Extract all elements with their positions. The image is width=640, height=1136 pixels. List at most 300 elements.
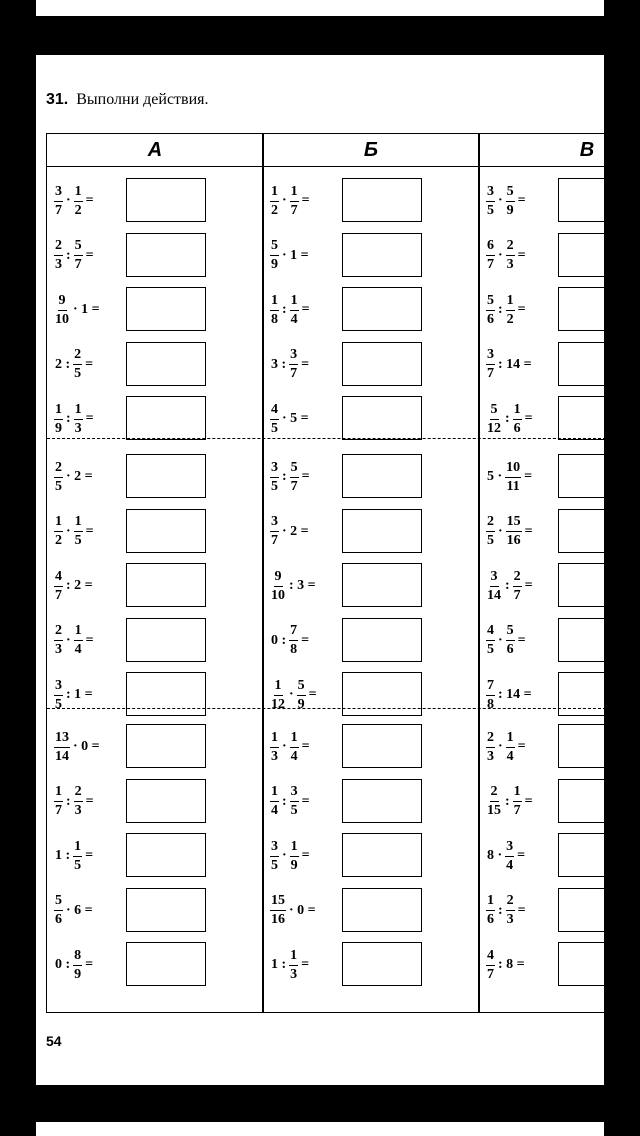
numerator: 9	[58, 294, 67, 311]
math-expression	[485, 338, 534, 392]
math-expression	[485, 884, 528, 938]
denominator: 5	[55, 696, 62, 712]
answer-box[interactable]	[126, 779, 206, 823]
math-expression	[485, 668, 534, 722]
math-expression	[485, 938, 527, 992]
math-expression	[53, 450, 95, 504]
operator-text: :	[282, 302, 287, 317]
numerator: 2	[486, 515, 495, 532]
operator-text: =	[524, 793, 533, 809]
math-expression	[269, 668, 319, 722]
operator-text: 8 ·	[487, 848, 503, 863]
denominator: 4	[290, 748, 298, 764]
numerator: 1	[290, 731, 299, 748]
operator-text: =	[85, 793, 94, 809]
answer-box[interactable]	[558, 342, 604, 386]
answer-box[interactable]	[126, 563, 206, 607]
operator-text: ·	[498, 247, 503, 263]
answer-box[interactable]	[342, 724, 422, 768]
operator-text: :	[505, 793, 510, 809]
answer-box[interactable]	[558, 724, 604, 768]
fraction	[54, 403, 63, 436]
denominator: 7	[513, 803, 521, 818]
denominator: 2	[271, 202, 278, 218]
math-expression	[269, 338, 311, 392]
worksheet-page	[36, 55, 604, 1085]
fraction	[270, 185, 279, 218]
operator-text: : 14 =	[498, 356, 532, 372]
numerator: 1	[270, 785, 279, 802]
exercise-item	[47, 338, 263, 392]
numerator: 2	[490, 785, 499, 802]
operator-text: ·	[282, 739, 287, 754]
numerator: 4	[270, 403, 279, 420]
answer-box[interactable]	[342, 618, 422, 662]
fraction	[486, 403, 502, 436]
exercise-item	[47, 229, 263, 283]
operator-text: :	[66, 793, 71, 809]
operator-text: ·	[498, 632, 503, 648]
numerator: 3	[486, 348, 495, 365]
answer-box[interactable]	[342, 509, 422, 553]
numerator: 5	[54, 894, 63, 911]
exercise-item	[479, 668, 604, 722]
answer-box[interactable]	[126, 618, 206, 662]
operator-text: =	[85, 848, 94, 863]
denominator: 7	[55, 587, 62, 603]
numerator: 13	[54, 731, 70, 748]
operator-text: · 5 =	[282, 411, 309, 426]
answer-box[interactable]	[342, 833, 422, 877]
exercise-item	[47, 668, 263, 722]
operator-text: =	[524, 469, 533, 484]
answer-box[interactable]	[126, 724, 206, 768]
denominator: 5	[74, 533, 82, 548]
denominator: 5	[74, 366, 82, 381]
operator-text: : 14 =	[498, 687, 532, 702]
math-expression	[53, 338, 95, 392]
answer-box[interactable]	[126, 888, 206, 932]
denominator: 3	[487, 748, 494, 764]
operator-text: =	[301, 848, 310, 863]
fraction	[74, 785, 83, 818]
numerator: 1	[270, 185, 279, 202]
operator-text: · 0 =	[289, 902, 316, 918]
operator-text: 3 :	[271, 356, 287, 372]
operator-text: : 8 =	[498, 957, 525, 972]
denominator: 5	[271, 420, 278, 436]
fraction	[270, 515, 279, 548]
fraction	[513, 570, 522, 603]
operator-text: =	[301, 632, 310, 648]
numerator: 2	[513, 570, 522, 587]
answer-box[interactable]	[342, 672, 422, 716]
exercise-item	[479, 338, 604, 392]
fraction	[486, 570, 502, 603]
numerator: 5	[506, 624, 515, 641]
math-expression	[269, 829, 312, 883]
operator-text: ·	[66, 523, 71, 539]
numerator: 3	[290, 785, 299, 802]
math-expression	[53, 884, 95, 938]
exercise-item	[263, 559, 479, 613]
answer-box[interactable]	[126, 233, 206, 277]
denominator: 6	[55, 912, 62, 927]
fraction	[54, 239, 63, 272]
numerator: 1	[270, 294, 279, 311]
denominator: 3	[271, 748, 278, 764]
operator-text: :	[505, 578, 510, 593]
exercise-item	[47, 505, 263, 559]
operator-text: ·	[289, 687, 294, 702]
denominator: 12	[487, 420, 501, 436]
fraction	[506, 294, 515, 327]
answer-box[interactable]	[126, 287, 206, 331]
fraction	[54, 679, 63, 712]
denominator: 4	[271, 803, 278, 818]
math-expression	[269, 505, 311, 559]
fraction	[505, 840, 514, 873]
answer-box[interactable]	[126, 833, 206, 877]
numerator: 1	[74, 515, 83, 532]
denominator: 10	[271, 587, 285, 603]
exercise-item	[47, 174, 263, 228]
operator-text: =	[517, 848, 526, 863]
numerator: 1	[54, 785, 63, 802]
math-expression	[269, 720, 312, 774]
math-expression	[269, 450, 312, 504]
exercise-item	[479, 450, 604, 504]
operator-text: =	[301, 793, 310, 809]
operator-text: · 1 =	[73, 302, 100, 317]
fraction	[54, 294, 70, 327]
fraction	[506, 185, 515, 218]
numerator: 5	[74, 239, 83, 256]
operator-text: =	[301, 302, 310, 317]
exercise-item	[47, 450, 263, 504]
operator-text: ·	[498, 193, 503, 208]
numerator: 1	[74, 185, 83, 202]
answer-box[interactable]	[342, 396, 422, 440]
operator-text: · 6 =	[66, 902, 93, 918]
column-header: Б	[263, 134, 479, 167]
exercise-item	[47, 283, 263, 337]
fraction	[486, 731, 495, 764]
answer-box[interactable]	[558, 672, 604, 716]
operator-text: =	[85, 632, 94, 648]
denominator: 3	[290, 966, 298, 982]
fraction	[290, 185, 299, 218]
answer-box[interactable]	[126, 942, 206, 986]
numerator: 1	[290, 840, 299, 857]
operator-text: =	[517, 247, 526, 263]
numerator: 1	[54, 403, 63, 420]
math-expression	[269, 283, 312, 337]
math-expression	[269, 174, 312, 228]
fraction	[506, 894, 515, 927]
exercise-item	[263, 614, 479, 668]
exercise-heading	[46, 91, 209, 109]
fraction	[54, 894, 63, 927]
fraction	[54, 624, 63, 657]
fraction	[270, 461, 279, 494]
fraction	[54, 731, 70, 764]
fraction	[73, 840, 82, 873]
operator-text: :	[498, 902, 503, 918]
operator-text: 1 :	[55, 848, 71, 863]
operator-text: =	[85, 356, 94, 372]
math-expression	[269, 775, 312, 829]
fraction	[289, 624, 298, 657]
operator-text: 5 ·	[487, 469, 503, 484]
numerator: 1	[289, 949, 298, 966]
answer-box[interactable]	[558, 833, 604, 877]
numerator: 2	[506, 894, 515, 911]
exercise-item	[479, 505, 604, 559]
operator-text: =	[524, 523, 533, 539]
math-expression	[485, 229, 528, 283]
denominator: 4	[506, 748, 514, 764]
operator-text: =	[85, 411, 94, 426]
operator-text: =	[301, 957, 310, 972]
answer-box[interactable]	[558, 233, 604, 277]
fraction	[74, 239, 83, 272]
exercise-item	[47, 829, 263, 883]
operator-text: 0 :	[271, 632, 287, 648]
numerator: 2	[54, 624, 63, 641]
exercise-item	[479, 559, 604, 613]
numerator: 3	[505, 840, 514, 857]
exercise-item	[263, 229, 479, 283]
answer-box[interactable]	[558, 618, 604, 662]
answer-box[interactable]	[126, 178, 206, 222]
operator-text: :	[498, 302, 503, 317]
fraction	[54, 570, 63, 603]
denominator: 4	[290, 311, 298, 327]
denominator: 11	[506, 478, 520, 494]
numerator: 4	[54, 570, 63, 587]
exercise-item	[263, 720, 479, 774]
denominator: 7	[290, 478, 298, 494]
exercise-item	[263, 938, 479, 992]
operator-text: · 0 =	[73, 739, 100, 754]
numerator: 2	[486, 731, 495, 748]
exercise-item	[47, 775, 263, 829]
answer-box[interactable]	[342, 287, 422, 331]
numerator: 3	[270, 515, 279, 532]
fraction	[74, 185, 83, 218]
denominator: 8	[271, 311, 278, 327]
answer-box[interactable]	[342, 178, 422, 222]
answer-box[interactable]	[558, 509, 604, 553]
numerator: 5	[486, 294, 495, 311]
numerator: 6	[486, 239, 495, 256]
fraction	[486, 624, 495, 657]
answer-box[interactable]	[558, 178, 604, 222]
denominator: 7	[290, 366, 298, 381]
operator-text: :	[505, 411, 510, 426]
numerator: 5	[297, 679, 306, 696]
numerator: 1	[74, 624, 83, 641]
numerator: 1	[513, 785, 522, 802]
denominator: 7	[290, 202, 298, 218]
denominator: 4	[506, 857, 514, 873]
answer-box[interactable]	[342, 888, 422, 932]
group-separator	[47, 708, 604, 709]
denominator: 2	[55, 533, 62, 548]
operator-text: =	[301, 356, 310, 372]
exercise-instruction: Выполни действия.	[76, 91, 209, 108]
fraction	[270, 239, 279, 272]
denominator: 2	[74, 202, 82, 218]
fraction	[270, 894, 286, 927]
numerator: 7	[486, 679, 495, 696]
operator-text: ·	[66, 193, 71, 208]
answer-box[interactable]	[558, 287, 604, 331]
answer-box[interactable]	[342, 779, 422, 823]
numerator: 3	[289, 348, 298, 365]
math-expression	[485, 775, 535, 829]
operator-text: =	[524, 578, 533, 593]
fraction	[54, 785, 63, 818]
numerator: 10	[505, 461, 521, 478]
numerator: 3	[54, 185, 63, 202]
fraction	[74, 624, 83, 657]
answer-box[interactable]	[558, 888, 604, 932]
math-expression	[485, 720, 528, 774]
exercise-item	[479, 283, 604, 337]
fraction	[73, 949, 82, 982]
fraction	[270, 679, 286, 712]
exercise-item	[479, 614, 604, 668]
answer-box[interactable]	[558, 779, 604, 823]
fraction	[270, 294, 279, 327]
fraction	[270, 840, 279, 873]
operator-text: · 1 =	[282, 247, 309, 263]
denominator: 9	[290, 857, 298, 873]
operator-text: =	[308, 687, 317, 702]
exercise-item	[263, 505, 479, 559]
math-expression	[53, 283, 102, 337]
math-expression	[53, 505, 96, 559]
numerator: 1	[54, 515, 63, 532]
math-expression	[485, 829, 527, 883]
math-expression	[485, 505, 535, 559]
exercise-item	[479, 884, 604, 938]
answer-box[interactable]	[126, 509, 206, 553]
denominator: 6	[487, 912, 494, 927]
operator-text: =	[517, 739, 526, 754]
fraction	[270, 731, 279, 764]
denominator: 7	[55, 202, 62, 218]
fraction	[486, 949, 495, 982]
answer-box[interactable]	[342, 454, 422, 498]
operator-text: :	[66, 247, 71, 263]
numerator: 2	[74, 785, 83, 802]
denominator: 3	[55, 642, 62, 657]
operator-text: =	[524, 411, 533, 426]
denominator: 5	[271, 478, 278, 494]
answer-box[interactable]	[342, 563, 422, 607]
operator-text: 0 :	[55, 957, 71, 972]
operator-text: :	[66, 411, 71, 426]
numerator: 2	[506, 239, 515, 256]
answer-box[interactable]	[126, 396, 206, 440]
operator-text: : 1 =	[66, 687, 93, 702]
operator-text: 1 :	[271, 957, 287, 972]
fraction	[513, 403, 522, 436]
numerator: 5	[290, 461, 299, 478]
denominator: 7	[487, 366, 494, 381]
answer-box[interactable]	[558, 563, 604, 607]
exercise-item	[263, 338, 479, 392]
answer-box[interactable]	[126, 454, 206, 498]
math-expression	[53, 614, 96, 668]
math-expression	[53, 775, 96, 829]
denominator: 8	[487, 696, 494, 712]
denominator: 5	[487, 642, 494, 657]
fraction	[73, 348, 82, 381]
answer-box[interactable]	[558, 942, 604, 986]
answer-box[interactable]	[126, 342, 206, 386]
math-expression	[269, 614, 311, 668]
numerator: 1	[290, 185, 299, 202]
answer-box[interactable]	[342, 233, 422, 277]
fraction	[290, 785, 299, 818]
exercise-item	[263, 174, 479, 228]
answer-box[interactable]	[558, 454, 604, 498]
fraction	[290, 461, 299, 494]
fraction	[54, 461, 63, 494]
page-number: 54	[46, 1033, 62, 1049]
denominator: 5	[74, 857, 82, 873]
numerator: 1	[73, 840, 82, 857]
math-expression	[485, 559, 535, 613]
numerator: 15	[270, 894, 286, 911]
denominator: 2	[506, 311, 514, 327]
denominator: 16	[506, 533, 521, 548]
answer-box[interactable]	[342, 942, 422, 986]
operator-text: =	[85, 193, 94, 208]
denominator: 6	[487, 311, 494, 327]
fraction	[513, 785, 522, 818]
answer-box[interactable]	[126, 672, 206, 716]
math-expression	[53, 938, 95, 992]
denominator: 9	[506, 202, 514, 218]
math-expression	[485, 283, 528, 337]
fraction	[486, 679, 495, 712]
answer-box[interactable]	[558, 396, 604, 440]
fraction	[486, 185, 495, 218]
exercise-number: 31.	[46, 91, 69, 108]
math-expression	[53, 229, 96, 283]
exercise-item	[47, 938, 263, 992]
operator-text: =	[301, 193, 310, 208]
fraction	[289, 949, 298, 982]
math-expression	[485, 614, 528, 668]
numerator: 4	[486, 949, 495, 966]
numerator: 7	[289, 624, 298, 641]
operator-text: :	[282, 793, 287, 809]
fraction	[505, 461, 521, 494]
operator-text: : 3 =	[289, 578, 316, 593]
math-expression	[269, 884, 318, 938]
operator-text: =	[517, 193, 526, 208]
numerator: 2	[73, 348, 82, 365]
answer-box[interactable]	[342, 342, 422, 386]
fraction	[486, 348, 495, 381]
exercise-item	[479, 829, 604, 883]
